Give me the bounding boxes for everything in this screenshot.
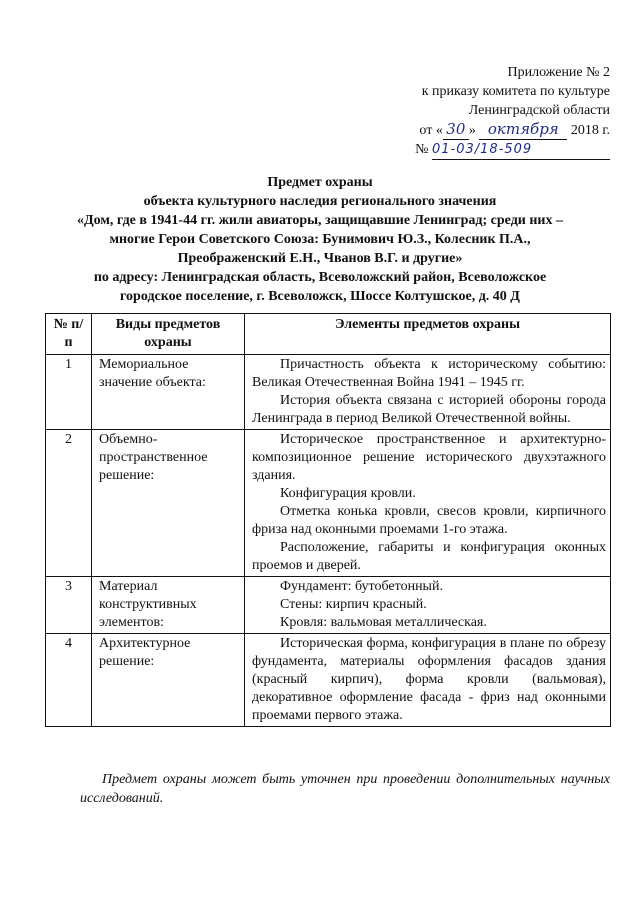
title-line: Предмет охраны xyxy=(267,175,373,190)
annex-order-ref: к приказу комитета по культуре xyxy=(421,84,610,99)
element-paragraph: Фундамент: бутобетонный. xyxy=(280,579,443,594)
row-num: 2 xyxy=(46,430,92,577)
table-row xyxy=(46,634,611,727)
date-month: октября xyxy=(479,120,567,140)
date-day: 30 xyxy=(443,120,469,140)
header-elements: Элементы предметов охраны xyxy=(245,314,611,355)
protection-table xyxy=(45,313,611,727)
table-row xyxy=(46,577,611,634)
document-title xyxy=(40,173,600,306)
footnote: Предмет охраны может быть уточнен при проведении дополнительных научных исследований. xyxy=(80,772,610,806)
row-elements xyxy=(245,634,611,727)
row-elements xyxy=(245,355,611,430)
element-paragraph: Отметка конька кровли, свесов кровли, кирпичного фриза над оконными проемами 1-го этажа. xyxy=(252,504,606,537)
row-elements xyxy=(245,577,611,634)
header-num: № п/п xyxy=(46,314,92,355)
number-value: 01-03/18-509 xyxy=(432,140,610,160)
annex-title: Приложение № 2 xyxy=(507,65,610,80)
date-year: 2018 г. xyxy=(570,123,610,138)
title-line: Преображенский Е.Н., Чванов В.Г. и другие» xyxy=(177,251,463,266)
element-paragraph: Историческое пространственное и архитектурно-композиционное решение исторического двухэтажного здания. xyxy=(252,432,606,483)
title-line: многие Герои Советского Союза: Бунимович Ю.З., Колесник П.А., xyxy=(109,232,531,247)
annex-date: от « 30 » октября 2018 г. xyxy=(419,120,610,138)
table-row xyxy=(46,355,611,430)
element-paragraph: Стены: кирпич красный. xyxy=(280,597,427,612)
element-paragraph: Конфигурация кровли. xyxy=(280,486,416,501)
title-line: «Дом, где в 1941-44 гг. жили авиаторы, защищавшие Ленинград; среди них – xyxy=(77,213,563,228)
row-kind: Объемно-пространственное решение: xyxy=(92,430,245,577)
row-num: 1 xyxy=(46,355,92,430)
element-paragraph: Историческая форма, конфигурация в плане по обрезу фундамента, материалы оформления фасадов здания (красный кирпич), форма кровли (вальмовая), декоративное оформление фасада - фриз над оконными проемами первого этажа. xyxy=(252,636,606,723)
element-paragraph: Кровля: вальмовая металлическая. xyxy=(280,615,487,630)
element-paragraph: Причастность объекта к историческому событию: Великая Отечественная Война 1941 – 1945 гг. xyxy=(252,357,606,390)
row-kind: Мемориальное значение объекта: xyxy=(92,355,245,430)
row-kind: Архитектурное решение: xyxy=(92,634,245,727)
title-line: по адресу: Ленинградская область, Всеволожский район, Всеволожское xyxy=(93,270,547,285)
row-num: 4 xyxy=(46,634,92,727)
element-paragraph: История объекта связана с историей обороны города Ленинграда в период Великой Отечественной войны. xyxy=(252,393,606,426)
row-num: 3 xyxy=(46,577,92,634)
row-kind: Материал конструктивных элементов: xyxy=(92,577,245,634)
title-line: объекта культурного наследия регионального значения xyxy=(143,194,497,209)
annex-block xyxy=(411,63,610,160)
table-header-row xyxy=(46,314,611,355)
title-line: городское поселение, г. Всеволожск, Шоссе Колтушское, д. 40 Д xyxy=(120,289,520,304)
table-row xyxy=(46,430,611,577)
element-paragraph: Расположение, габариты и конфигурация оконных проемов и дверей. xyxy=(252,540,606,573)
row-elements xyxy=(245,430,611,577)
header-kind: Виды предметов охраны xyxy=(92,314,245,355)
annex-region: Ленинградской области xyxy=(468,103,610,118)
annex-number: № 01-03/18-509 xyxy=(411,140,610,160)
